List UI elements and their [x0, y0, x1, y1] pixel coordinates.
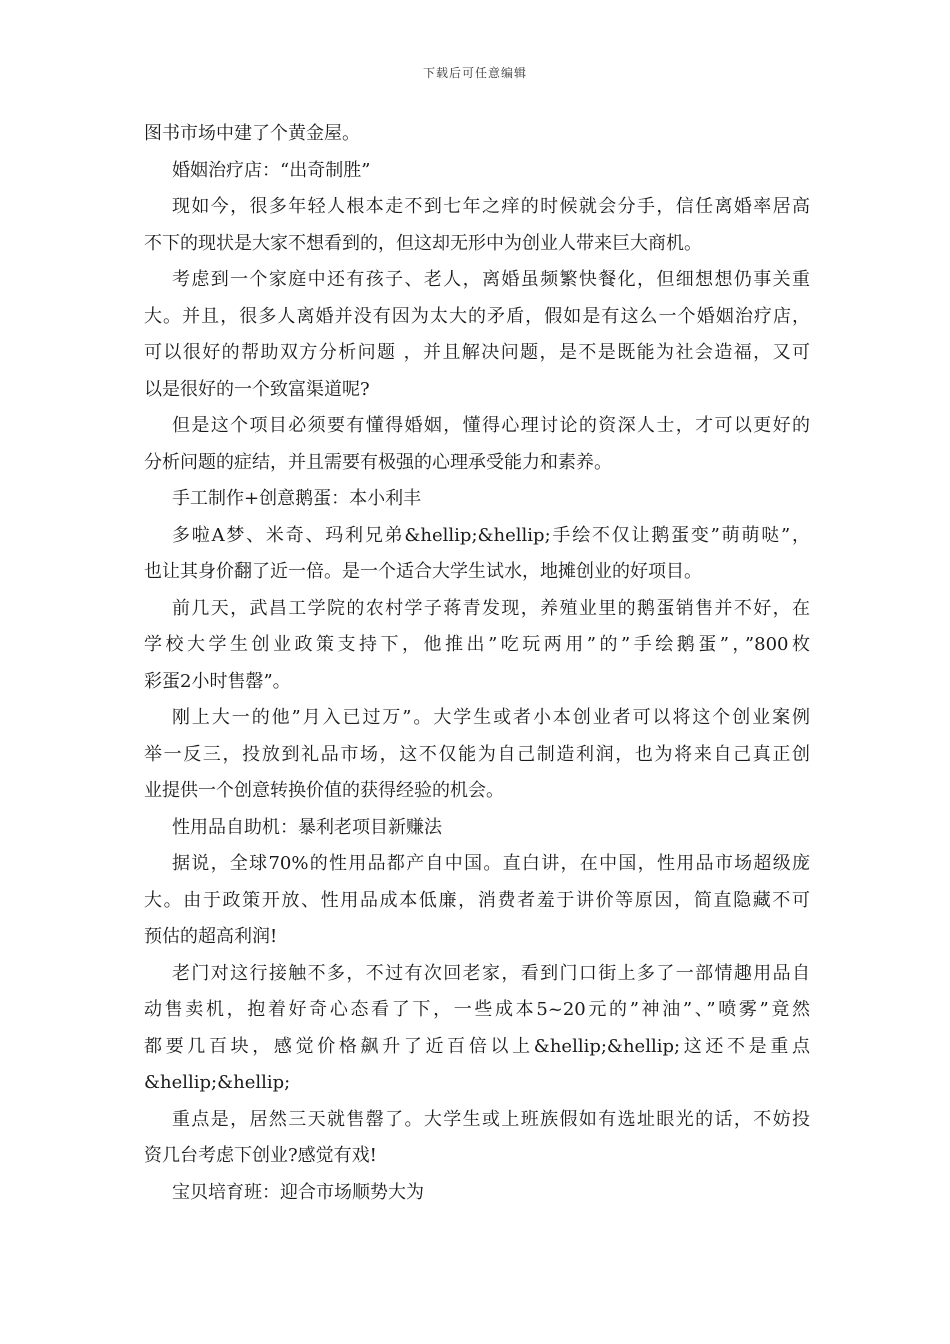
text-line: 重点是，居然三天就售罄了。大学生或上班族假如有选址眼光的话，不妨投	[172, 1108, 810, 1130]
text-line: 前几天，武昌工学院的农村学子蒋青发现，养殖业里的鹅蛋销售并不好，在	[172, 597, 810, 619]
text-line: 资几台考虑下创业?感觉有戏!	[144, 1145, 377, 1166]
text-line: 分析问题的症结，并且需要有极强的心理承受能力和素养。	[144, 451, 612, 473]
text-line: 彩蛋2小时售罄”。	[144, 670, 291, 692]
text-line: 预估的超高利润!	[144, 926, 278, 947]
text-line: 刚上大一的他”月入已过万”。大学生或者小本创业者可以将这个创业案例	[172, 707, 810, 728]
text-line: 都要几百块，感觉价格飙升了近百倍以上&hellip;&hellip;这还不是重点	[144, 1035, 810, 1057]
document-body	[144, 116, 810, 1211]
text-line: 考虑到一个家庭中还有孩子、老人，离婚虽频繁快餐化，但细想想仍事关重	[172, 269, 810, 290]
text-line: 学校大学生创业政策支持下，他推出”吃玩两用”的”手绘鹅蛋”，”800枚	[144, 634, 810, 655]
text-line: 据说，全球70%的性用品都产自中国。直白讲，在中国，性用品市场超级庞	[172, 853, 810, 874]
text-line: 大。并且，很多人离婚并没有因为太大的矛盾，假如是有这么一个婚姻治疗店，	[144, 305, 810, 327]
text-line: 可以很好的帮助双方分析问题 ，并且解决问题，是不是既能为社会造福，又可	[144, 342, 810, 363]
page-header-note: 下载后可任意编辑	[422, 66, 527, 80]
text-line: 动售卖机，抱着好奇心态看了下，一些成本5~20元的”神油”、”喷雾”竟然	[144, 999, 810, 1020]
text-line: 也让其身价翻了近一倍。是一个适合大学生试水，地摊创业的好项目。	[144, 561, 702, 582]
text-line: 现如今，很多年轻人根本走不到七年之痒的时候就会分手，信任离婚率居高	[172, 196, 810, 217]
text-line: 婚姻治疗店：“出奇制胜”	[172, 159, 371, 181]
text-line: 举一反三，投放到礼品市场，这不仅能为自己制造利润，也为将来自己真正创	[144, 743, 810, 765]
text-line: 业提供一个创意转换价值的获得经验的机会。	[144, 780, 504, 801]
text-line: &hellip;&hellip;	[144, 1072, 291, 1093]
text-line: 多啦A梦、米奇、玛利兄弟&hellip;&hellip;手绘不仅让鹅蛋变”萌萌哒”，	[172, 524, 810, 546]
text-line: 性用品自助机：暴利老项目新赚法	[172, 816, 442, 838]
text-line: 宝贝培育班：迎合市场顺势大为	[172, 1181, 424, 1203]
text-line: 手工制作+创意鹅蛋：本小利丰	[172, 488, 422, 509]
text-line: 老门对这行接触不多，不过有次回老家，看到门口街上多了一部情趣用品自	[172, 962, 810, 984]
text-line: 图书市场中建了个黄金屋。	[144, 123, 360, 144]
text-line: 以是很好的一个致富渠道呢?	[144, 378, 370, 400]
text-line: 大。由于政策开放、性用品成本低廉，消费者羞于讲价等原因，简直隐藏不可	[144, 889, 810, 911]
text-line: 不下的现状是大家不想看到的，但这却无形中为创业人带来巨大商机。	[144, 232, 702, 254]
text-line: 但是这个项目必须要有懂得婚姻，懂得心理讨论的资深人士，才可以更好的	[172, 415, 810, 436]
